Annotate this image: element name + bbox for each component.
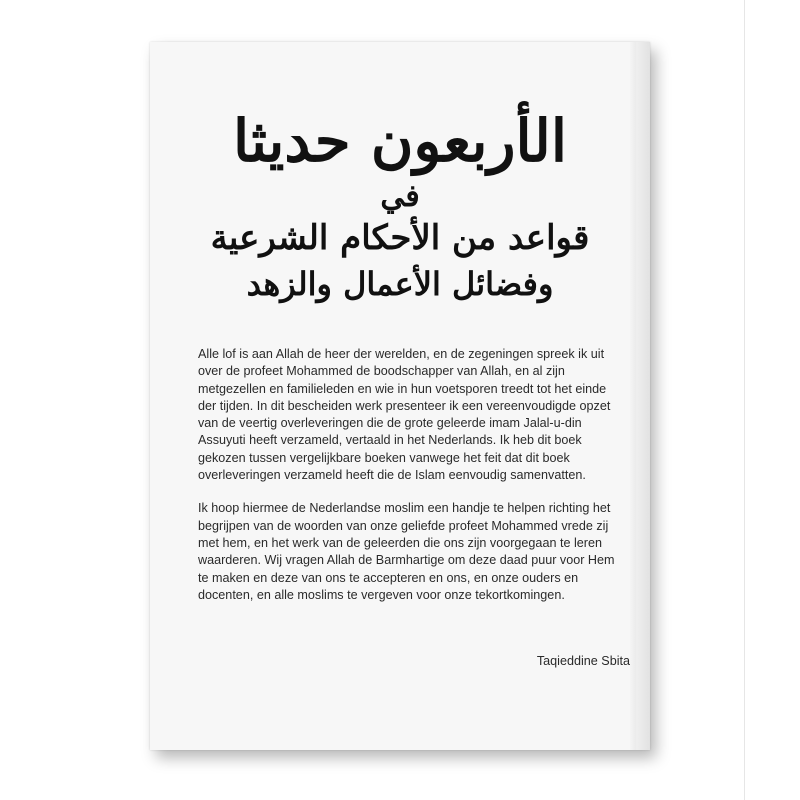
description-paragraph-2: Ik hoop hiermee de Nederlandse moslim een handje te helpen richting het begrijpen van de woorden van onze geliefde profeet Mohammed vrede zij met hem, en het werk van de geleerden die ons zijn voorgegaan te leren waarderen. Wij vragen Allah de Barmhartige om deze daad puur voor Hem te maken en deze van ons te accepteren en ons, en onze ouders en docenten, en alle moslims te vergeven voor onze tekortkomingen. <box>198 501 615 602</box>
description-text <box>198 346 618 620</box>
arabic-title-main: الأربعون حديثا <box>233 107 567 175</box>
book-back-cover <box>150 42 650 750</box>
description-paragraph-1: Alle lof is aan Allah de heer der werelden, en de zegeningen spreek ik uit over de profeet Mohammed de boodschapper van Allah, en al zijn metgezellen en familieleden en wie in hun voetsporen treedt tot het einde der tijden. In dit bescheiden werk presenteer ik een vereenvoudigde opzet van de veertig overleveringen die de grote geleerde imam Jalal-u-din Assuyuti heeft verzameld, vertaald in het Nederlands. Ik heb dit boek gekozen tussen vergelijkbare boeken vanwege het feit dat dit boek overleveringen verzameld heeft die de Islam eenvoudig samenvatten. <box>198 347 611 483</box>
arabic-subtitle-line-1: قواعد من الأحكام الشرعية <box>210 218 590 258</box>
arabic-title-fi: في <box>380 179 420 214</box>
book-spine <box>636 42 650 750</box>
frame-divider <box>744 0 745 800</box>
arabic-subtitle-line-2: وفضائل الأعمال والزهد <box>246 265 554 303</box>
author-signature: Taqieddine Sbita <box>536 654 630 668</box>
arabic-title-calligraphy <box>190 102 610 306</box>
